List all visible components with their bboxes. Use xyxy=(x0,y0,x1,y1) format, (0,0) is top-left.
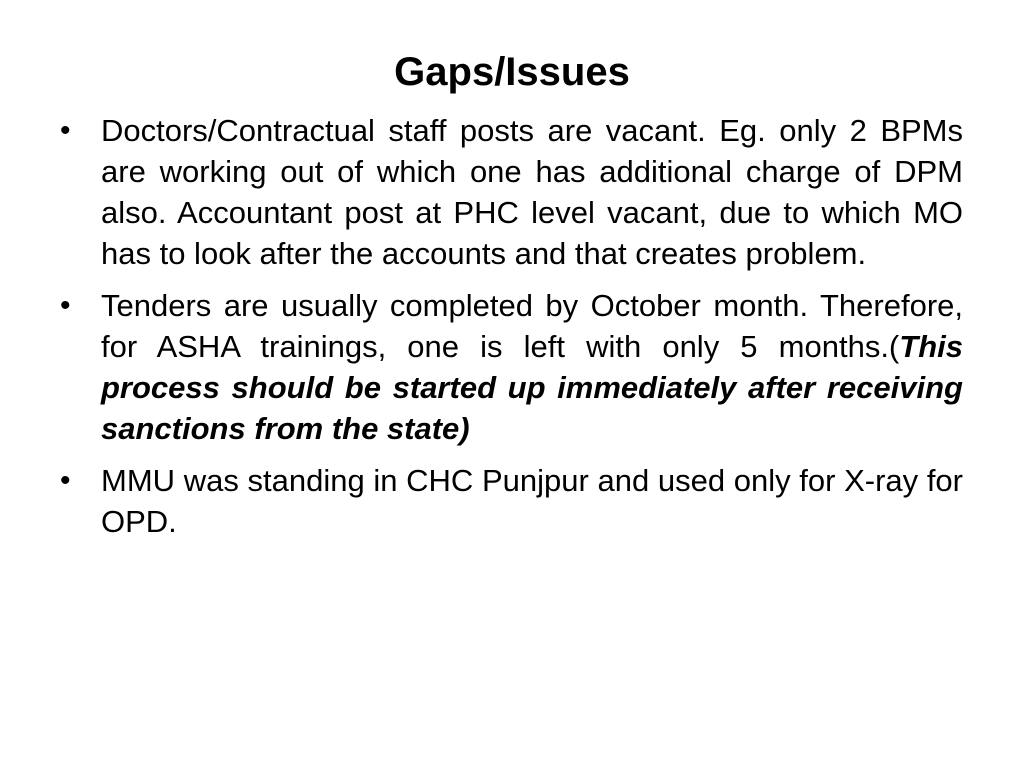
bullet-list xyxy=(58,110,963,553)
bullet-text: MMU was standing in CHC Punjpur and used only for X-ray for OPD. xyxy=(101,463,963,539)
bullet-emphasis-text: This process should be started up immediately after receiving sanctions from the state) xyxy=(101,329,963,446)
bullet-text: Tenders are usually completed by October month. Therefore, for ASHA trainings, one is left with only 5 months.( xyxy=(101,288,963,364)
bullet-icon: • xyxy=(60,289,71,322)
slide-title: Gaps/Issues xyxy=(394,50,630,94)
bullet-text: Doctors/Contractual staff posts are vacant. Eg. only 2 BPMs are working out of which one has additional charge of DPM also. Accountant post at PHC level vacant, due to which MO has to look after the accounts and that creates problem. xyxy=(101,113,963,271)
bullet-item-mmu xyxy=(58,460,963,542)
bullet-item-tenders xyxy=(58,285,963,449)
bullet-icon: • xyxy=(60,114,71,147)
bullet-icon: • xyxy=(60,464,71,497)
bullet-item-staff-vacancies xyxy=(58,110,963,274)
